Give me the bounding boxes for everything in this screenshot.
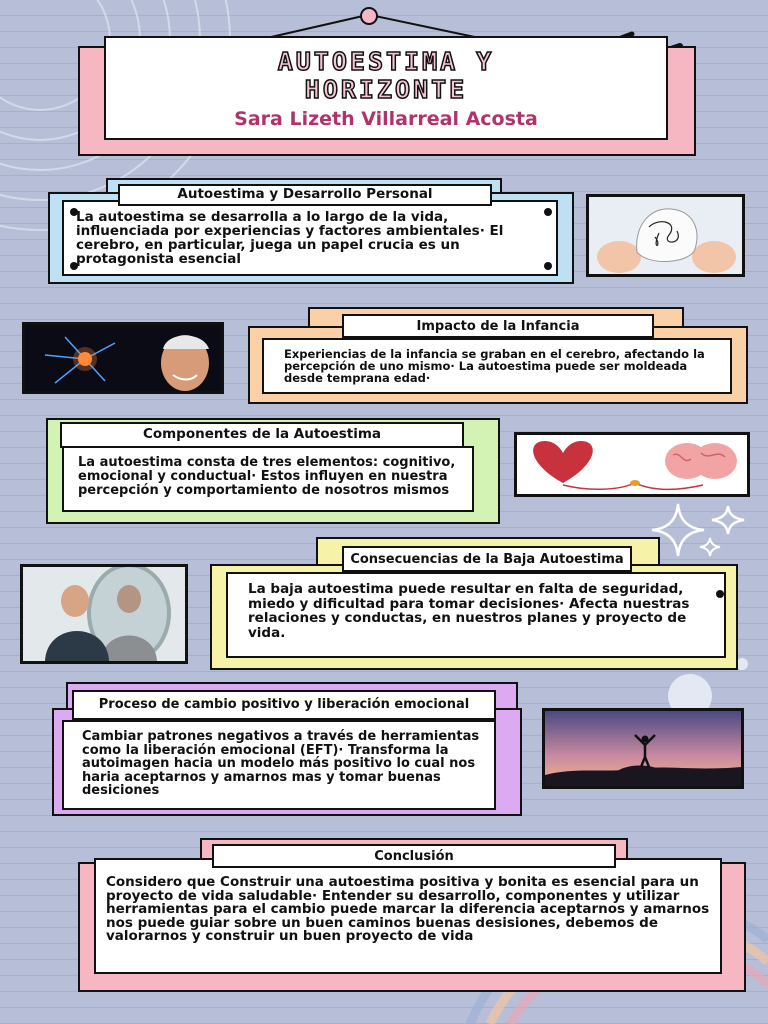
section-3-body-card bbox=[62, 446, 474, 512]
section-2-body-card bbox=[262, 338, 732, 394]
page-title bbox=[106, 48, 666, 104]
section-4-text: La baja autoestima puede resultar en falta de seguridad, miedo y dificultad para tomar decisiones· Afecta nuestras relaciones y conductas, en nuestros planes y proyecto de vida. bbox=[248, 581, 690, 641]
section-5-text: Cambiar patrones negativos a través de herramientas como la liberación emocional (EFT)· Transforma la autoimagen hacia un modelo más positivo lo cual nos haria aceptarnos y amarnos mas y tomar buenas desiciones bbox=[82, 729, 480, 798]
section-3-image bbox=[514, 432, 750, 497]
conclusion-text: Considero que Construir una autoestima positiva y bonita es esencial para un proyecto de vida saludable· Entender su desarrollo, componentes y utilizar herramientas para el cambio puede marcar la diferencia aceptarnos y amarnos nos puede guiar sobre un buen caminos buenas desisiones, debemos de valorarnos y construir un buen proyecto de vida bbox=[106, 874, 710, 944]
person-sunset-silhouette-icon bbox=[545, 711, 741, 786]
section-4-body-card bbox=[226, 572, 726, 658]
neuron-and-man-icon bbox=[25, 325, 221, 391]
heart-and-brain-icon bbox=[517, 435, 747, 494]
section-1-body-card bbox=[62, 200, 558, 276]
section-2-text: Experiencias de la infancia se graban en el cerebro, afectando la percepción de uno mismo· La autoestima puede ser moldeada desde temprana edad· bbox=[284, 347, 705, 385]
title-line-2: HORIZONTE bbox=[304, 75, 468, 104]
section-1-image bbox=[586, 194, 745, 277]
man-mirror-reflection-icon bbox=[23, 567, 185, 661]
conclusion-body-card bbox=[94, 858, 722, 974]
section-4-image bbox=[20, 564, 188, 664]
section-2-heading: Impacto de la Infancia bbox=[342, 314, 654, 338]
title-line-1: AUTOESTIMA Y bbox=[277, 47, 495, 76]
section-3-heading: Componentes de la Autoestima bbox=[60, 422, 464, 448]
section-5-heading: Proceso de cambio positivo y liberación emocional bbox=[72, 690, 496, 720]
header-card bbox=[104, 36, 668, 140]
author-name: Sara Lizeth Villarreal Acosta bbox=[234, 108, 538, 130]
section-1-heading: Autoestima y Desarrollo Personal bbox=[118, 184, 492, 206]
hands-holding-head-icon bbox=[589, 197, 742, 274]
conclusion-heading: Conclusión bbox=[212, 844, 616, 868]
section-1-text: La autoestima se desarrolla a lo largo de la vida, influenciada por experiencias y factores ambientales· El cerebro, en particular, juega un papel crucia es un protagonista esencial bbox=[76, 209, 504, 267]
section-5-image bbox=[542, 708, 744, 789]
section-4-heading: Consecuencias de la Baja Autoestima bbox=[342, 546, 632, 572]
section-2-image bbox=[22, 322, 224, 394]
section-3-text: La autoestima consta de tres elementos: cognitivo, emocional y conductual· Estos influyen en nuestra percepción y comportamiento de nosotros mismos bbox=[78, 455, 456, 498]
section-5-body-card bbox=[62, 720, 496, 810]
